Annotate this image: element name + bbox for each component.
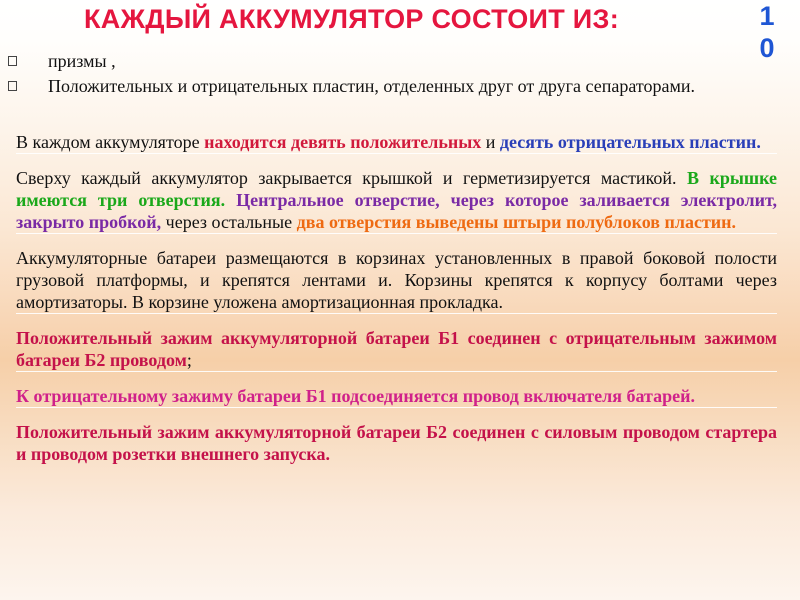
text-segment: В каждом аккумуляторе xyxy=(16,132,205,152)
text-segment-highlight: Положительный зажим аккумуляторной батареи Б1 соединен с отрицательным зажимом батареи Б2 проводом xyxy=(16,328,777,370)
text-segment: Аккумуляторные батареи размещаются в корзинах установленных в правой боковой полости грузовой платформы, и крепятся лентами и. Корзины крепятся к корпусу болтами через амортизаторы. В корзине уложена амортизационная прокладка. xyxy=(16,248,777,312)
paragraph-switch-wire xyxy=(16,384,777,408)
text-segment-highlight: Положительный зажим аккумуляторной батареи Б2 соединен с силовым проводом стартера и проводом розетки внешнего запуска. xyxy=(16,422,777,464)
paragraph-connection-b1-b2 xyxy=(16,326,777,372)
bullet-marker-icon xyxy=(8,56,17,66)
text-segment: ; xyxy=(186,350,192,370)
bullet-item xyxy=(8,50,728,72)
bullet-list xyxy=(8,50,728,97)
page-number xyxy=(754,0,780,64)
text-segment-highlight: Центральное отверстие, через которое заливается электролит, закрыто пробкой, xyxy=(16,190,777,232)
paragraph-plates xyxy=(16,130,777,154)
text-segment: Сверху каждый аккумулятор закрывается крышкой и герметизируется мастикой. xyxy=(16,168,687,188)
page-number-digit-1: 1 xyxy=(759,1,775,31)
paragraph-list xyxy=(16,130,777,465)
slide-title: КАЖДЫЙ АККУМУЛЯТОР СОСТОИТ ИЗ: xyxy=(84,4,620,34)
paragraph-placement xyxy=(16,246,777,314)
text-segment-highlight: находится девять положительных xyxy=(204,132,482,152)
text-segment xyxy=(225,190,236,210)
paragraph-lid xyxy=(16,166,777,234)
page-number-digit-2: 0 xyxy=(759,33,775,63)
text-segment-highlight: В крышке имеются три отверстия. xyxy=(16,168,777,210)
bullet-marker-icon xyxy=(8,81,17,91)
text-segment: через остальные xyxy=(161,212,297,232)
text-segment-highlight: десять отрицательных пластин. xyxy=(499,132,761,152)
paragraph-starter-wire xyxy=(16,420,777,465)
bullet-item xyxy=(8,75,728,97)
text-segment: и xyxy=(481,132,500,152)
bullet-text: Положительных и отрицательных пластин, отделенных друг от друга сепараторами. xyxy=(48,76,695,96)
bullet-text: призмы , xyxy=(48,51,116,71)
text-segment-highlight: два отверстия выведены штыри полублоков пластин. xyxy=(296,212,737,232)
text-segment-highlight: К отрицательному зажиму батареи Б1 подсоединяется провод включателя батарей. xyxy=(16,386,695,406)
